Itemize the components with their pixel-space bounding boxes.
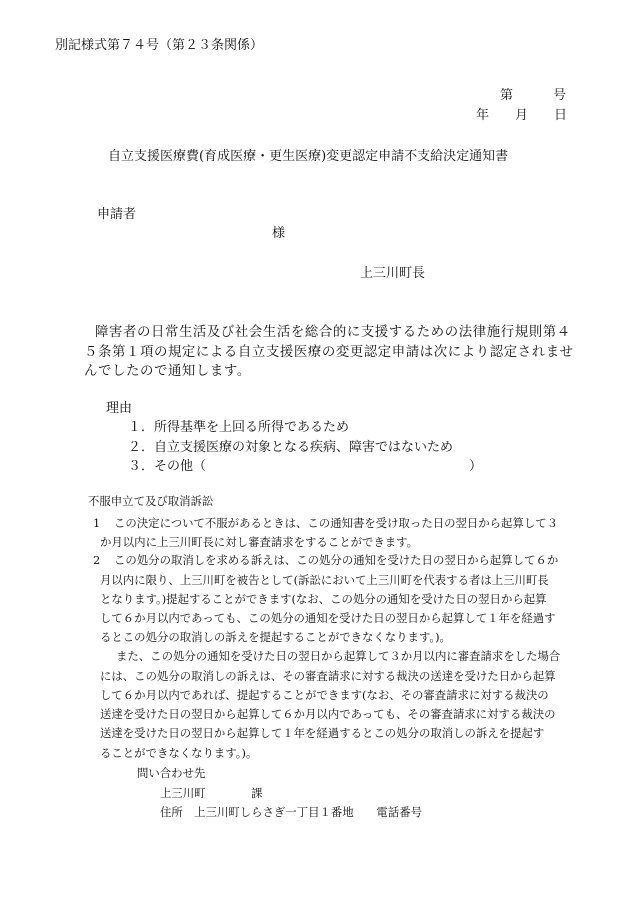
appeal-item-3-line-2: には、この処分の取消しの訴えは、その審査請求に対する裁決の送達を受けた日から起算 [100,669,556,683]
reason-item-3 [128,455,483,474]
appeal-item-2-line-4: して６か月以内であっても、この処分の通知を受けた日の翌日から起算して１年を経過す [100,611,556,625]
contact-address: 住所 上三川町しらさぎ一丁目１番地 電話番号 [160,805,422,819]
date-year: 年 [476,108,490,123]
appeal-item-3-line-5: 送達を受けた日の翌日から起算して１年を経過するとこの処分の取消しの訴えを提起す [100,726,545,740]
body-line-2: ５条第１項の規定による自立支援医療の変更認定申請は次により認定されませ [84,345,574,360]
appeal-item-2-line-1 [93,552,558,568]
reason-label: 理由 [106,401,133,416]
appeal-item-3-line-1: また、この処分の通知を受けた日の翌日から起算して３か月以内に審査請求をした場合 [116,649,561,663]
appeal-item-2-mark: 2 [93,553,101,567]
appeal-item-2-text: この処分の取消しを求める訴えは、この処分の通知を受けた日の翌日から起算して６か [114,553,559,567]
document-number [500,84,566,103]
contact-department: 上三川町 課 [160,786,263,800]
reason-item-1: １．所得基準を上回る所得であるため [128,420,350,435]
applicant-label: 申請者 [97,207,137,222]
appeal-item-1-line-2: か月以内に上三川町長に対し審査請求をすることができます。 [100,535,419,549]
date-month: 月 [515,108,529,123]
reason-close-paren: ） [469,459,483,474]
appeal-item-2-line-2: 月以内に限り、上三川町を被告として(訴訟において上三川町を代表する者は上三川町長 [100,573,549,587]
appeal-item-1-mark: 1 [93,516,101,530]
body-line-1: 障害者の日常生活及び社会生活を総合的に支援するための法律施行規則第４ [95,325,571,340]
document-date [476,104,567,123]
appeal-item-3-line-6: ることができなくなります。)。 [100,746,258,760]
reason-item-2: ２．自立支援医療の対象となる疾病、障害ではないため [128,440,454,455]
body-line-3: んでしたので通知します。 [84,364,251,379]
document-number-go: 号 [553,88,567,103]
appeal-item-1-text: この決定について不服があるときは、この通知書を受け取った日の翌日から起算して３ [114,516,559,530]
reason-item-3-label: ３．その他（ [128,459,207,474]
appeal-title: 不服申立て及び取消訴訟 [88,494,214,508]
issuer: 上三川町長 [360,266,426,281]
form-number: 別記様式第７４号（第２３条関係） [55,38,264,53]
appeal-item-1-line-1 [93,515,558,531]
document-title: 自立支援医療費(育成医療・更生医療)変更認定申請不支給決定通知書 [108,149,509,164]
appeal-item-2-line-3: となります。)提起することができます(なお、この処分の通知を受けた日の翌日から起算 [100,592,547,606]
appeal-item-2-line-5: るとこの処分の取消しの訴えを提起することができなくなります。)。 [100,630,451,644]
appeal-item-3-line-3: して６か月以内であれば、提起することができます(なお、その審査請求に対する裁決の [100,688,549,702]
contact-label: 問い合わせ先 [137,766,206,780]
honorific: 様 [272,226,286,241]
appeal-item-3-line-4: 送達を受けた日の翌日から起算して６か月以内であっても、その審査請求に対する裁決の [100,707,556,721]
document-number-dai: 第 [500,88,514,103]
date-day: 日 [554,108,568,123]
